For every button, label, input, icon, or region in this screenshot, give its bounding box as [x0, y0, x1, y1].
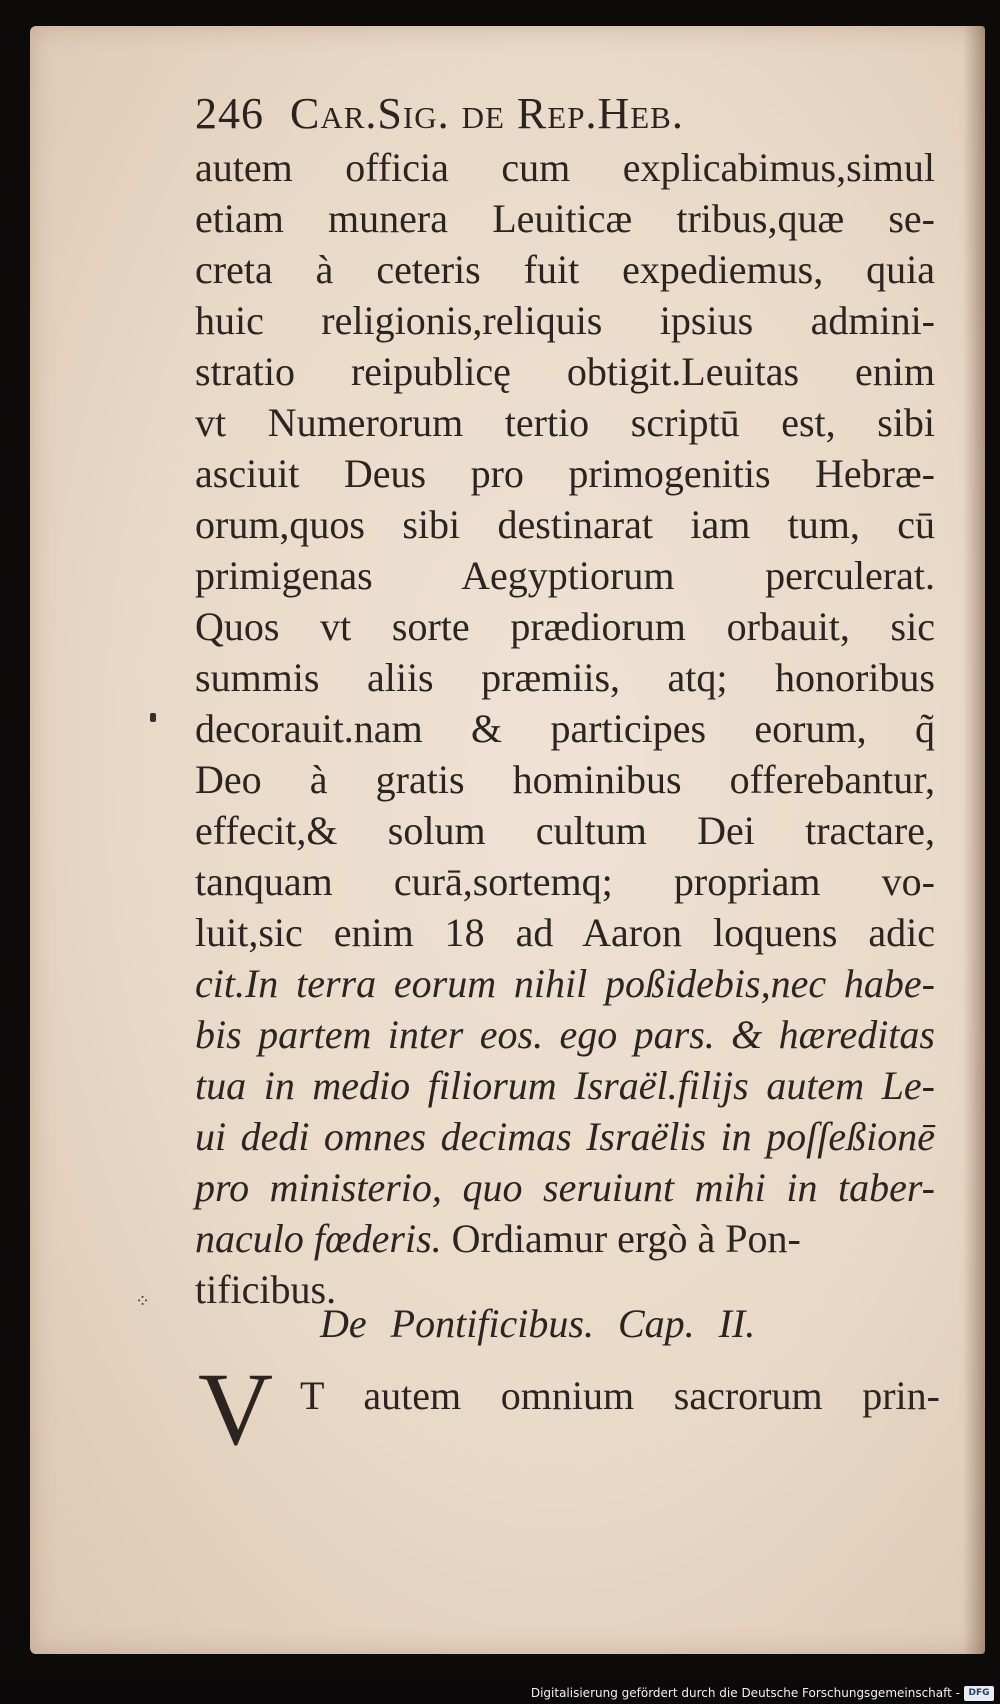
text-line: stratio reipublicę obtigit.Leuitas enim — [195, 349, 935, 394]
mixed-line — [195, 1213, 935, 1264]
quotation-line: tua in medio filiorum Israël.filijs autem Le- — [195, 1063, 935, 1108]
text-line: summis aliis præmiis, atq; honoribus — [195, 655, 935, 700]
drop-initial: V — [198, 1352, 274, 1467]
text-line: tanquam curā,sortemq; propriam vo- — [195, 859, 935, 904]
text-line: creta à ceteris fuit expediemus, quia — [195, 247, 935, 292]
quotation-line: cit.In terra eorum nihil poßidebis,nec habe- — [195, 961, 935, 1006]
text-line: huic religionis,reliquis ipsius admini- — [195, 298, 935, 343]
digitization-credit: Digitalisierung gefördert durch die Deutsche Forschungsgemeinschaft - — [530, 1686, 960, 1700]
page-gutter-shadow — [963, 26, 985, 1654]
margin-ink-mark: ⁘ — [135, 1291, 151, 1311]
footer-bar — [0, 1680, 1000, 1704]
body-text — [195, 142, 935, 1315]
text-line: decorauit.nam & participes eorum, q̃ — [195, 706, 935, 751]
page-header — [195, 88, 684, 138]
text-line: primigenas Aegyptiorum perculerat. — [195, 553, 935, 598]
text-line: Deo à gratis hominibus offerebantur, — [195, 757, 935, 802]
text-line: asciuit Deus pro primogenitis Hebræ- — [195, 451, 935, 496]
section-heading: De Pontificibus. Cap. II. — [320, 1301, 756, 1346]
text-line: etiam munera Leuiticæ tribus,quæ se- — [195, 196, 935, 241]
quotation-end: naculo fœderis. — [195, 1216, 442, 1261]
text-line: vt Numerorum tertio scriptū est, sibi — [195, 400, 935, 445]
quotation-line: ui dedi omnes decimas Israëlis in poſſeßionē — [195, 1114, 935, 1159]
quotation-line: bis partem inter eos. ego pars. & hæreditas — [195, 1012, 935, 1057]
text-line: luit,sic enim 18 ad Aaron loquens adic — [195, 910, 935, 955]
quotation-line: pro ministerio, quo seruiunt mihi in taber- — [195, 1165, 935, 1210]
margin-ink-dot — [150, 713, 156, 722]
text-line: effecit,& solum cultum Dei tractare, — [195, 808, 935, 853]
page-number: 246 — [195, 89, 264, 138]
text-line: tificibus. — [195, 1267, 337, 1312]
text-continuation: Ordiamur ergò à Pon- — [441, 1216, 801, 1261]
chapter-first-line: T autem omnium sacrorum prin- — [300, 1373, 940, 1418]
dfg-logo: DFG — [964, 1686, 994, 1701]
running-title: Car.Sig. de Rep.Heb. — [290, 89, 684, 138]
text-line: autem officia cum explicabimus,simul — [195, 145, 935, 190]
text-line: Quos vt sorte prædiorum orbauit, sic — [195, 604, 935, 649]
text-line: orum,quos sibi destinarat iam tum, cū — [195, 502, 935, 547]
